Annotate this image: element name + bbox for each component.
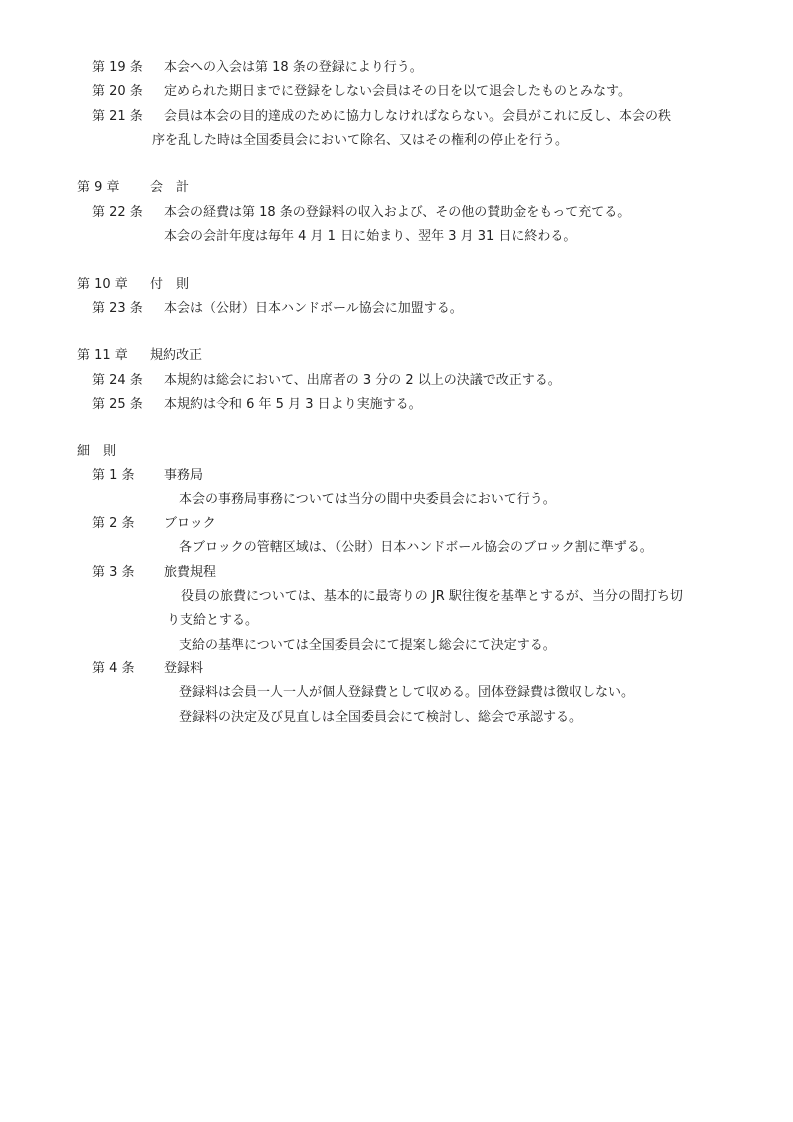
- article-24-label: 第 24 条: [92, 373, 143, 388]
- article-22-text-line1: 本会の経費は第 18 条の登録料の収入および、その他の賛助金をもって充てる。: [164, 205, 631, 220]
- bylaw-4-title: 登録料: [164, 661, 204, 676]
- bylaw-4-text-line2: 登録料の決定及び見直しは全国委員会にて検討し、総会で承認する。: [179, 710, 583, 725]
- article-21-label: 第 21 条: [92, 109, 143, 124]
- chapter-10-label: 第 10 章: [77, 277, 128, 292]
- bylaw-3-text-line2: り支給とする。: [167, 613, 259, 628]
- bylaw-1-label: 第 1 条: [92, 468, 135, 483]
- article-25-text: 本規約は令和 6 年 5 月 3 日より実施する。: [164, 397, 422, 412]
- chapter-11-label: 第 11 章: [77, 348, 128, 363]
- bylaw-1-title: 事務局: [164, 468, 204, 483]
- article-20-label: 第 20 条: [92, 84, 143, 99]
- bylaw-3-title: 旅費規程: [164, 565, 217, 580]
- chapter-10-title: 付 則: [150, 277, 190, 292]
- article-22-text-line2: 本会の会計年度は毎年 4 月 1 日に始まり、翌年 3 月 31 日に終わる。: [164, 229, 577, 244]
- bylaw-1-text: 本会の事務局事務については当分の間中央委員会において行う。: [179, 492, 556, 507]
- article-25-label: 第 25 条: [92, 397, 143, 412]
- bylaw-2-label: 第 2 条: [92, 516, 135, 531]
- bylaw-2-title: ブロック: [164, 516, 216, 531]
- chapter-9-title: 会 計: [150, 180, 190, 195]
- bylaw-2-text: 各ブロックの管轄区域は、（公財）日本ハンドボール協会のブロック割に準ずる。: [179, 540, 653, 555]
- bylaws-heading: 細 則: [77, 444, 117, 459]
- article-21-text-line1: 会員は本会の目的達成のために協力しなければならない。会員がこれに反し、本会の秩: [164, 109, 672, 124]
- article-19-label: 第 19 条: [92, 60, 143, 75]
- chapter-11-title: 規約改正: [150, 348, 203, 363]
- article-23-text: 本会は（公財）日本ハンドボール協会に加盟する。: [164, 301, 463, 316]
- bylaw-3-text-line3: 支給の基準については全国委員会にて提案し総会にて決定する。: [179, 638, 556, 653]
- article-23-label: 第 23 条: [92, 301, 143, 316]
- bylaw-3-label: 第 3 条: [92, 565, 135, 580]
- article-19-text: 本会への入会は第 18 条の登録により行う。: [164, 60, 423, 75]
- article-21-text-line2: 序を乱した時は全国委員会において除名、又はその権利の停止を行う。: [152, 133, 569, 148]
- article-20-text: 定められた期日までに登録をしない会員はその日を以て退会したものとみなす。: [164, 84, 631, 99]
- chapter-9-label: 第 9 章: [77, 180, 120, 195]
- bylaw-4-text-line1: 登録料は会員一人一人が個人登録費として収める。団体登録費は徴収しない。: [179, 685, 635, 700]
- bylaw-4-label: 第 4 条: [92, 661, 135, 676]
- article-24-text: 本規約は総会において、出席者の 3 分の 2 以上の決議で改正する。: [164, 373, 561, 388]
- article-22-label: 第 22 条: [92, 205, 143, 220]
- bylaw-3-text-line1: 役員の旅費については、基本的に最寄りの JR 駅往復を基準とするが、当分の間打ち切: [181, 589, 683, 604]
